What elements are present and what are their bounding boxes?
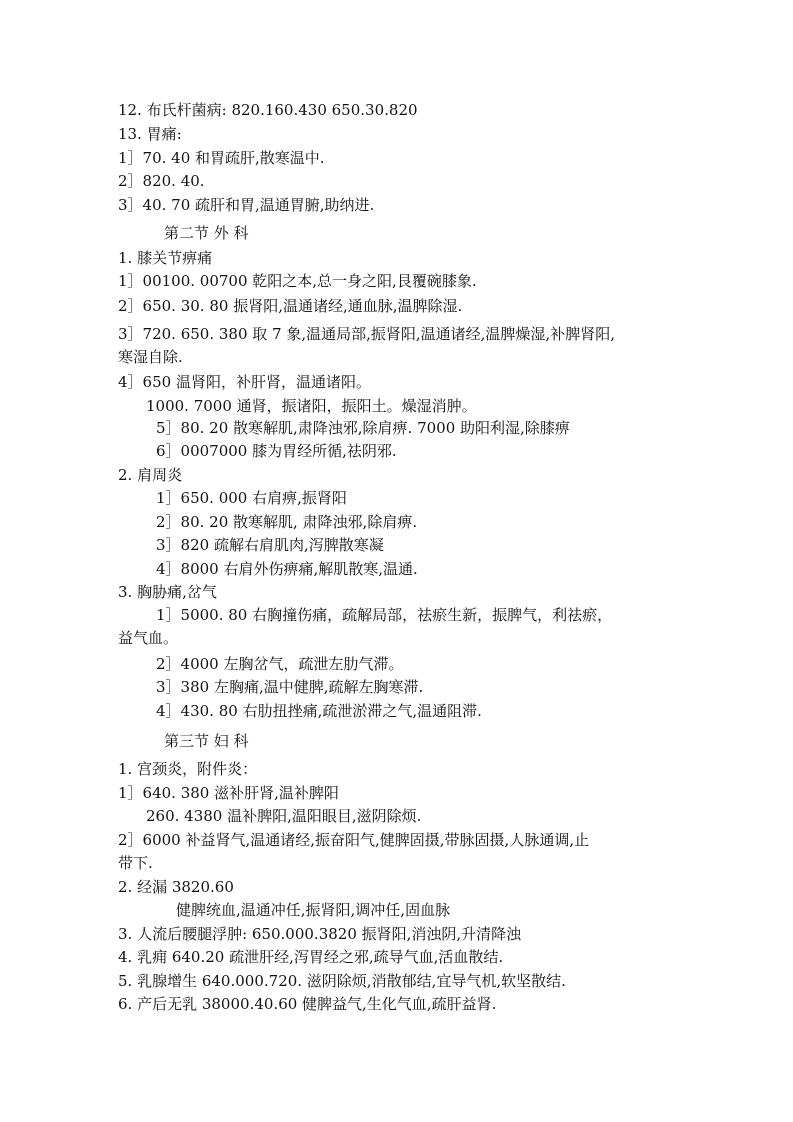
text-line: 带下.	[118, 854, 153, 872]
text-line: 2］4000 左胸岔气，疏泄左肋气滞。	[156, 655, 404, 673]
text-line: 4. 乳痈 640.20 疏泄肝经,泻胃经之邪,疏导气血,活血散结.	[118, 948, 504, 966]
text-line: 1000. 7000 通肾，振诸阳，振阳土。燥湿消肿。	[146, 397, 477, 415]
text-line: 6. 产后无乳 38000.40.60 健脾益气,生化气血,疏肝益肾.	[118, 995, 497, 1013]
text-line: 3. 胸胁痛,岔气	[118, 583, 217, 601]
text-line: 1］70. 40 和胃疏肝,散寒温中.	[118, 149, 325, 167]
text-line: 3. 人流后腰腿浮肿: 650.000.3820 振肾阳,消浊阴,升清降浊	[118, 925, 522, 943]
text-line: 1］00100. 00700 乾阳之本,总一身之阳,艮覆碗膝象.	[118, 272, 477, 290]
text-line: 1. 膝关节痹痛	[118, 249, 213, 267]
text-line: 2］650. 30. 80 振肾阳,温通诸经,通血脉,温脾除湿.	[118, 297, 463, 315]
text-line: 益气血。	[118, 629, 179, 647]
text-line: 4］430. 80 右肋扭挫痛,疏泄淤滞之气,温通阻滞.	[156, 702, 482, 720]
text-line: 3］380 左胸痛,温中健脾,疏解左胸寒滞.	[156, 678, 424, 696]
text-line: 1. 宫颈炎，附件炎：	[118, 760, 258, 778]
text-line: 4］8000 右肩外伤痹痛,解肌散寒,温通.	[156, 560, 418, 578]
text-line: 5］80. 20 散寒解肌,肃降浊邪,除肩痹. 7000 助阳利湿,除膝痹	[156, 419, 570, 437]
text-line: 2］820. 40.	[118, 172, 205, 190]
text-line: 260. 4380 温补脾阳,温阳眼目,滋阴除烦.	[146, 807, 422, 825]
text-line: 健脾统血,温通冲任,振肾阳,调冲任,固血脉	[176, 901, 451, 919]
text-line: 12. 布氏杆菌病: 820.160.430 650.30.820	[118, 101, 418, 119]
text-line: 13. 胃痛:	[118, 125, 182, 143]
text-line: 2］80. 20 散寒解肌, 肃降浊邪,除肩痹.	[156, 513, 418, 531]
text-line: 1］640. 380 滋补肝肾,温补脾阳	[118, 784, 339, 802]
text-line: 6］0007000 膝为胃经所循,祛阴邪.	[156, 442, 397, 460]
text-line: 5. 乳腺增生 640.000.720. 滋阴除烦,消散郁结,宜导气机,软坚散结.	[118, 972, 566, 990]
text-line: 3］40. 70 疏肝和胃,温通胃腑,助纳进.	[118, 196, 375, 214]
section-heading: 第三节 妇 科	[164, 732, 249, 750]
text-line: 3］720. 650. 380 取 7 象,温通局部,振肾阳,温通诸经,温脾燥湿,补脾肾阳,	[118, 325, 615, 343]
text-line: 3］820 疏解右肩肌肉,泻脾散寒凝	[156, 536, 384, 554]
text-line: 4］650 温肾阳，补肝肾，温通诸阳。	[118, 373, 371, 391]
text-line: 1］5000. 80 右胸撞伤痛，疏解局部，祛瘀生新，振脾气，利祛瘀，	[156, 606, 613, 624]
section-heading: 第二节 外 科	[164, 224, 249, 242]
text-line: 2］6000 补益肾气,温通诸经,振奋阳气,健脾固摄,带脉固摄,人脉通调,止	[118, 831, 590, 849]
text-line: 2. 肩周炎	[118, 466, 183, 484]
text-line: 2. 经漏 3820.60	[118, 878, 234, 896]
text-line: 1］650. 000 右肩痹,振肾阳	[156, 489, 347, 507]
text-line: 寒湿自除.	[118, 348, 183, 366]
